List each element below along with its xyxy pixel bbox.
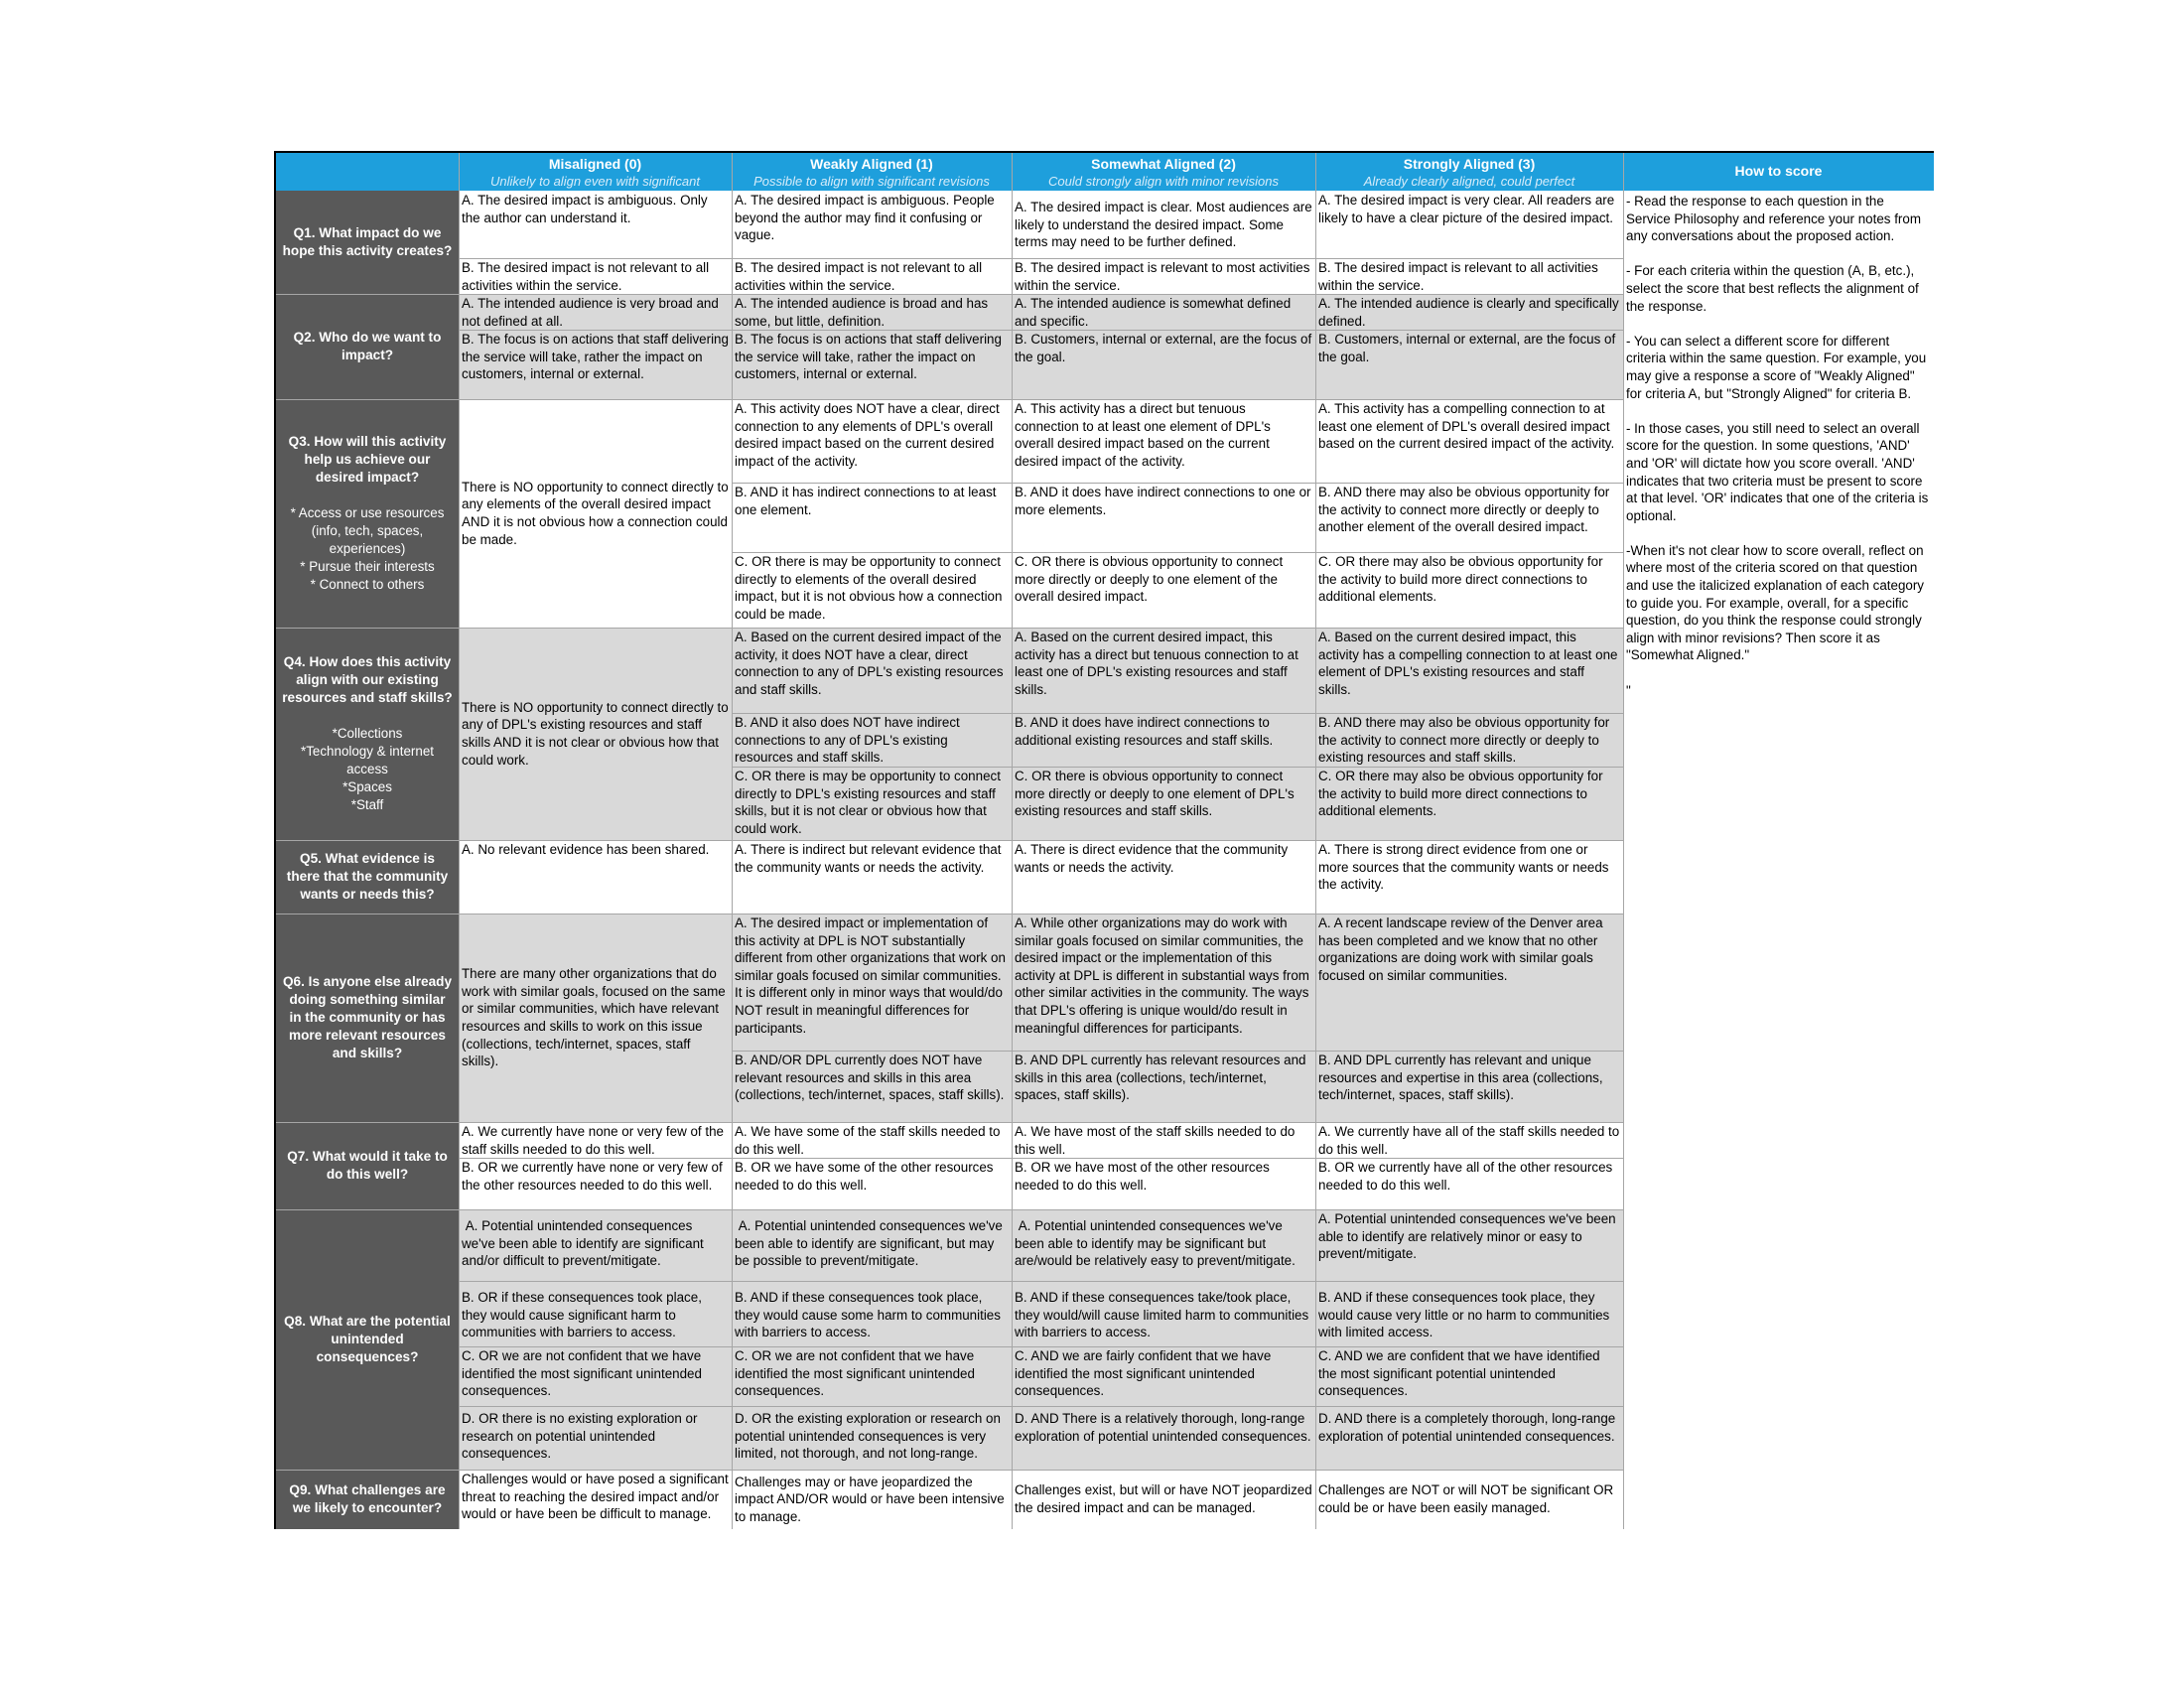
q9-weakly bbox=[732, 1470, 1012, 1529]
question-label: Q5. What evidence is there that the community wants or needs this? bbox=[286, 851, 449, 902]
header-subtitle: Already clearly aligned, could perfect bbox=[1363, 174, 1575, 189]
q8-weakly-b: B. AND if these consequences took place, they would cause some harm to communities with barriers to access. bbox=[732, 1281, 1012, 1346]
question-label: Q2. Who do we want to impact? bbox=[293, 330, 442, 362]
q9-misaligned: Challenges would or have posed a significant threat to reaching the desired impact and/or would or have been be difficult to manage. bbox=[459, 1470, 732, 1529]
q3-somewhat-c: C. OR there is obvious opportunity to connect more directly or deeply to one element of the overall desired impact. bbox=[1012, 552, 1315, 628]
grid-line bbox=[732, 153, 733, 1529]
q3-strongly-c: C. OR there may also be obvious opportunity for the activity to build more direct connections to additional elements. bbox=[1315, 552, 1623, 628]
q7-misaligned-b: B. OR we currently have none or very few of the other resources needed to do this well. bbox=[459, 1158, 732, 1209]
q4-strongly-b: B. AND there may also be obvious opportunity for the activity to connect more directly or deeply to existing resources and staff skills. bbox=[1315, 713, 1623, 767]
q1-weakly-b: B. The desired impact is not relevant to all activities within the service. bbox=[732, 258, 1012, 294]
question-label: Q8. What are the potential unintended consequences? bbox=[284, 1314, 451, 1364]
q1-weakly-a: A. The desired impact is ambiguous. People beyond the author may find it confusing or vague. bbox=[732, 191, 1012, 258]
q8-misaligned-d: D. OR there is no existing exploration or research on potential unintended consequences. bbox=[459, 1406, 732, 1470]
q7-strongly-a: A. We currently have all of the staff skills needed to do this well. bbox=[1315, 1122, 1623, 1158]
q2-strongly-b: B. Customers, internal or external, are the focus of the goal. bbox=[1315, 330, 1623, 399]
q3-strongly-b: B. AND there may also be obvious opportunity for the activity to connect more directly or deeply to another element of the overall desired impact. bbox=[1315, 483, 1623, 552]
q1-somewhat-a: A. The desired impact is clear. Most audiences are likely to understand the desired impact. Some terms may need to be further defined. bbox=[1012, 191, 1315, 258]
q3-weakly-a: A. This activity does NOT have a clear, direct connection to any elements of DPL's overall desired impact based on the current desired impact of the activity. bbox=[732, 399, 1012, 483]
q4-misaligned bbox=[459, 628, 732, 840]
instruction-paragraph: - In those cases, you still need to select an overall score for the question. In some questions, 'AND' and 'OR' will dictate how you score overall. 'AND' indicates that two criteria must be present to score at that level. 'OR' indicates that one of the criteria is optional. bbox=[1626, 420, 1929, 523]
grid-line bbox=[1623, 153, 1624, 1529]
question-q1 bbox=[276, 191, 459, 294]
question-q9 bbox=[276, 1470, 459, 1529]
question-note: *Technology & internet access bbox=[301, 744, 434, 776]
q3-strongly-a: A. This activity has a compelling connection to at least one element of DPL's overall desired impact based on the current desired impact of the activity. bbox=[1315, 399, 1623, 483]
q6-misaligned bbox=[459, 914, 732, 1122]
q2-strongly-a: A. The intended audience is clearly and specifically defined. bbox=[1315, 294, 1623, 330]
q9-somewhat bbox=[1012, 1470, 1315, 1529]
q7-somewhat-a: A. We have most of the staff skills needed to do this well. bbox=[1012, 1122, 1315, 1158]
cell-text: There is NO opportunity to connect directly to any elements of the overall desired impact AND it is not obvious how a connection could be made. bbox=[462, 479, 729, 547]
q7-misaligned-a: A. We currently have none or very few of the staff skills needed to do this well. bbox=[459, 1122, 732, 1158]
q9-strongly bbox=[1315, 1470, 1623, 1529]
q4-somewhat-a: A. Based on the current desired impact, this activity has a direct but tenuous connection to at least one of DPL's existing resources and staff skills. bbox=[1012, 628, 1315, 713]
q8-strongly-c: C. AND we are confident that we have identified the most significant potential unintended consequences. bbox=[1315, 1346, 1623, 1406]
q8-strongly-d: D. AND there is a completely thorough, long-range exploration of potential unintended consequences. bbox=[1315, 1406, 1623, 1470]
q4-weakly-b: B. AND it also does NOT have indirect connections to any of DPL's existing resources and staff skills. bbox=[732, 713, 1012, 767]
question-note: *Collections bbox=[332, 726, 403, 741]
q3-misaligned bbox=[459, 399, 732, 628]
instruction-paragraph: - You can select a different score for different criteria within the same question. For example, you may give a response a score of "Weakly Aligned" for criteria A, but "Strongly Aligned" for criteria B. bbox=[1626, 333, 1927, 401]
q2-somewhat-b: B. Customers, internal or external, are the focus of the goal. bbox=[1012, 330, 1315, 399]
q8-misaligned-b: B. OR if these consequences took place, they would cause significant harm to communities with barriers to access. bbox=[459, 1281, 732, 1346]
grid-line bbox=[1012, 153, 1013, 1529]
header-subtitle: Possible to align with significant revisions bbox=[753, 174, 990, 189]
q6-weakly-b: B. AND/OR DPL currently does NOT have relevant resources and skills in this area (collections, tech/internet, spaces, staff skills). bbox=[732, 1051, 1012, 1122]
header-blank-cell bbox=[276, 153, 459, 191]
header-title: Misaligned (0) bbox=[548, 156, 642, 172]
grid-line bbox=[276, 294, 1623, 295]
instruction-paragraph: - Read the response to each question in the Service Philosophy and reference your notes from any conversations about the proposed action. bbox=[1626, 194, 1921, 244]
grid-line bbox=[459, 1406, 1623, 1407]
grid-line bbox=[459, 1158, 1623, 1159]
q8-somewhat-b: B. AND if these consequences take/took place, they would/will cause limited harm to communities with barriers to access. bbox=[1012, 1281, 1315, 1346]
question-q6 bbox=[276, 914, 459, 1122]
cell-text: Challenges exist, but will or have NOT jeopardized the desired impact and can be managed. bbox=[1015, 1482, 1312, 1515]
q6-somewhat-a: A. While other organizations may do work with similar goals focused on similar communities, the desired impact or the implementation of this activity at DPL is different in substantial ways from other similar activities in the community. The ways that DPL's offering is unique would/do result in meaningful differences for participants. bbox=[1012, 914, 1315, 1051]
header-misaligned bbox=[459, 153, 732, 191]
cell-text: There are many other organizations that do work with similar goals, focused on the same or similar communities, which have relevant resources and skills to work on this issue (collections, tech/internet, spaces, staff skills). bbox=[462, 966, 726, 1069]
q6-weakly-a: A. The desired impact or implementation of this activity at DPL is NOT substantially different from other organizations that work on similar goals focused on similar communities. It is different only in minor ways that would/do NOT result in meaningful differences for participants. bbox=[732, 914, 1012, 1051]
q4-weakly-c: C. OR there is may be opportunity to connect directly to DPL's existing resources and staff skills, but it is not clear or obvious how that could work. bbox=[732, 767, 1012, 840]
question-q8 bbox=[276, 1209, 459, 1470]
q8-strongly-a: A. Potential unintended consequences we've been able to identify are relatively minor or easy to prevent/mitigate. bbox=[1315, 1209, 1623, 1281]
header-title: Strongly Aligned (3) bbox=[1403, 156, 1536, 172]
header-strongly-aligned bbox=[1315, 153, 1623, 191]
q1-somewhat-b: B. The desired impact is relevant to most activities within the service. bbox=[1012, 258, 1315, 294]
q3-somewhat-b: B. AND it does have indirect connections to one or more elements. bbox=[1012, 483, 1315, 552]
question-label: Q6. Is anyone else already doing something similar in the community or has more relevant resources and skills? bbox=[282, 974, 452, 1060]
q8-misaligned-c: C. OR we are not confident that we have identified the most significant unintended consequences. bbox=[459, 1346, 732, 1406]
grid-line bbox=[732, 483, 1623, 484]
grid-line bbox=[276, 1470, 1623, 1471]
q4-strongly-a: A. Based on the current desired impact, this activity has a compelling connection to at least one element of DPL's existing resources and staff skills. bbox=[1315, 628, 1623, 713]
grid-line bbox=[276, 1209, 1623, 1210]
q4-somewhat-c: C. OR there is obvious opportunity to connect more directly or deeply to one element of DPL's existing resources and staff skills. bbox=[1012, 767, 1315, 840]
grid-line bbox=[732, 767, 1623, 768]
q8-somewhat-a: A. Potential unintended consequences we've been able to identify may be significant but are/would be relatively easy to prevent/mitigate. bbox=[1012, 1209, 1315, 1281]
header-title: Weakly Aligned (1) bbox=[810, 156, 933, 172]
instruction-paragraph: " bbox=[1626, 682, 1631, 698]
header-how-to-score: How to score bbox=[1623, 153, 1934, 191]
q5-weakly: A. There is indirect but relevant evidence that the community wants or needs the activity. bbox=[732, 840, 1012, 914]
scoring-rubric-table bbox=[274, 151, 1934, 1529]
q7-weakly-b: B. OR we have some of the other resources needed to do this well. bbox=[732, 1158, 1012, 1209]
q3-weakly-c: C. OR there is may be opportunity to connect directly to elements of the overall desired impact, but it is not obvious how a connection could be made. bbox=[732, 552, 1012, 628]
q5-misaligned: A. No relevant evidence has been shared. bbox=[459, 840, 732, 914]
q7-weakly-a: A. We have some of the staff skills needed to do this well. bbox=[732, 1122, 1012, 1158]
q2-somewhat-a: A. The intended audience is somewhat defined and specific. bbox=[1012, 294, 1315, 330]
grid-line bbox=[276, 840, 1623, 841]
q8-weakly-c: C. OR we are not confident that we have identified the most significant unintended consequences. bbox=[732, 1346, 1012, 1406]
q6-strongly-b: B. AND DPL currently has relevant and unique resources and expertise in this area (collections, tech/internet, spaces, staff skills). bbox=[1315, 1051, 1623, 1122]
q4-strongly-c: C. OR there may also be obvious opportunity for the activity to build more direct connections to additional elements. bbox=[1315, 767, 1623, 840]
question-label: Q1. What impact do we hope this activity creates? bbox=[282, 225, 453, 258]
grid-line bbox=[276, 399, 1623, 400]
question-note: *Spaces bbox=[342, 779, 392, 794]
q1-strongly-a: A. The desired impact is very clear. All readers are likely to have a clear picture of the desired impact. bbox=[1315, 191, 1623, 258]
q8-strongly-b: B. AND if these consequences took place, they would cause very little or no harm to communities with limited access. bbox=[1315, 1281, 1623, 1346]
q8-somewhat-c: C. AND we are fairly confident that we have identified the most significant unintended consequences. bbox=[1012, 1346, 1315, 1406]
question-note: * Connect to others bbox=[310, 577, 425, 592]
q5-strongly: A. There is strong direct evidence from one or more sources that the community wants or needs the activity. bbox=[1315, 840, 1623, 914]
question-q7 bbox=[276, 1122, 459, 1209]
q8-misaligned-a: A. Potential unintended consequences we've been able to identify are significant and/or difficult to prevent/mitigate. bbox=[459, 1209, 732, 1281]
question-q3 bbox=[276, 399, 459, 628]
question-q5 bbox=[276, 840, 459, 914]
q8-weakly-a: A. Potential unintended consequences we've been able to identify are significant, but may be possible to prevent/mitigate. bbox=[732, 1209, 1012, 1281]
q4-weakly-a: A. Based on the current desired impact of the activity, it does NOT have a clear, direct connection to any of DPL's existing resources and staff skills. bbox=[732, 628, 1012, 713]
header-subtitle: Could strongly align with minor revisions bbox=[1048, 174, 1279, 189]
grid-line bbox=[276, 628, 1623, 629]
grid-line bbox=[732, 1051, 1623, 1052]
instruction-paragraph: -When it's not clear how to score overall, reflect on where most of the criteria scored on that question and use the italicized explanation of each category to guide you. For example, overall, for a specific question, do you think the response could strongly align with minor revisions? Then score it as "Somewhat Aligned." bbox=[1626, 542, 1925, 663]
q2-weakly-b: B. The focus is on actions that staff delivering the service will take, rather the impact on customers, internal or external. bbox=[732, 330, 1012, 399]
grid-line bbox=[1315, 153, 1316, 1529]
question-note: * Pursue their interests bbox=[300, 559, 435, 574]
grid-line bbox=[732, 552, 1623, 553]
q8-weakly-d: D. OR the existing exploration or research on potential unintended consequences is very limited, not thorough, and not long-range. bbox=[732, 1406, 1012, 1470]
instruction-paragraph: - For each criteria within the question (A, B, etc.), select the score that best reflects the alignment of the response. bbox=[1626, 263, 1919, 314]
q3-somewhat-a: A. This activity has a direct but tenuous connection to at least one element of DPL's overall desired impact based on the current desired impact of the activity. bbox=[1012, 399, 1315, 483]
grid-line bbox=[276, 1122, 1623, 1123]
q6-strongly-a: A. A recent landscape review of the Denver area has been completed and we know that no other organizations are doing work with similar goals focused on similar communities. bbox=[1315, 914, 1623, 1051]
q3-weakly-b: B. AND it has indirect connections to at least one element. bbox=[732, 483, 1012, 552]
q6-somewhat-b: B. AND DPL currently has relevant resources and skills in this area (collections, tech/internet, spaces, staff skills). bbox=[1012, 1051, 1315, 1122]
cell-text: There is NO opportunity to connect directly to any of DPL's existing resources and staff skills AND it is not clear or obvious how that could work. bbox=[462, 699, 729, 768]
q4-somewhat-b: B. AND it does have indirect connections to additional existing resources and staff skills. bbox=[1012, 713, 1315, 767]
q1-misaligned-a: A. The desired impact is ambiguous. Only the author can understand it. bbox=[459, 191, 732, 258]
question-label: Q9. What challenges are we likely to encounter? bbox=[289, 1482, 446, 1515]
grid-line bbox=[459, 1346, 1623, 1347]
q7-strongly-b: B. OR we currently have all of the other resources needed to do this well. bbox=[1315, 1158, 1623, 1209]
q2-misaligned-b: B. The focus is on actions that staff delivering the service will take, rather the impact on customers, internal or external. bbox=[459, 330, 732, 399]
question-q2 bbox=[276, 294, 459, 399]
grid-line bbox=[459, 330, 1623, 331]
header-weakly-aligned bbox=[732, 153, 1012, 191]
cell-text: Challenges may or have jeopardized the impact AND/OR would or have been intensive to manage. bbox=[735, 1474, 1005, 1524]
question-label: Q7. What would it take to do this well? bbox=[287, 1149, 448, 1182]
grid-line bbox=[459, 258, 1623, 259]
q2-misaligned-a: A. The intended audience is very broad and not defined at all. bbox=[459, 294, 732, 330]
cell-text: Challenges are NOT or will NOT be significant OR could be or have been easily managed. bbox=[1318, 1482, 1614, 1515]
question-note: * Access or use resources (info, tech, spaces, experiences) bbox=[290, 505, 445, 556]
q5-somewhat: A. There is direct evidence that the community wants or needs the activity. bbox=[1012, 840, 1315, 914]
how-to-score-instructions bbox=[1623, 191, 1934, 1529]
q8-somewhat-d: D. AND There is a relatively thorough, long-range exploration of potential unintended consequences. bbox=[1012, 1406, 1315, 1470]
question-q4 bbox=[276, 628, 459, 840]
header-title: Somewhat Aligned (2) bbox=[1091, 156, 1236, 172]
q1-misaligned-b: B. The desired impact is not relevant to all activities within the service. bbox=[459, 258, 732, 294]
question-label: Q3. How will this activity help us achieve our desired impact? bbox=[288, 434, 447, 485]
grid-line bbox=[732, 713, 1623, 714]
question-label: Q4. How does this activity align with our existing resources and staff skills? bbox=[282, 654, 453, 705]
q7-somewhat-b: B. OR we have most of the other resources needed to do this well. bbox=[1012, 1158, 1315, 1209]
header-subtitle: Unlikely to align even with significant bbox=[490, 174, 700, 189]
grid-line bbox=[459, 153, 460, 1529]
q2-weakly-a: A. The intended audience is broad and has some, but little, definition. bbox=[732, 294, 1012, 330]
q1-strongly-b: B. The desired impact is relevant to all activities within the service. bbox=[1315, 258, 1623, 294]
header-somewhat-aligned bbox=[1012, 153, 1315, 191]
question-note: *Staff bbox=[350, 797, 384, 812]
grid-line bbox=[459, 1281, 1623, 1282]
